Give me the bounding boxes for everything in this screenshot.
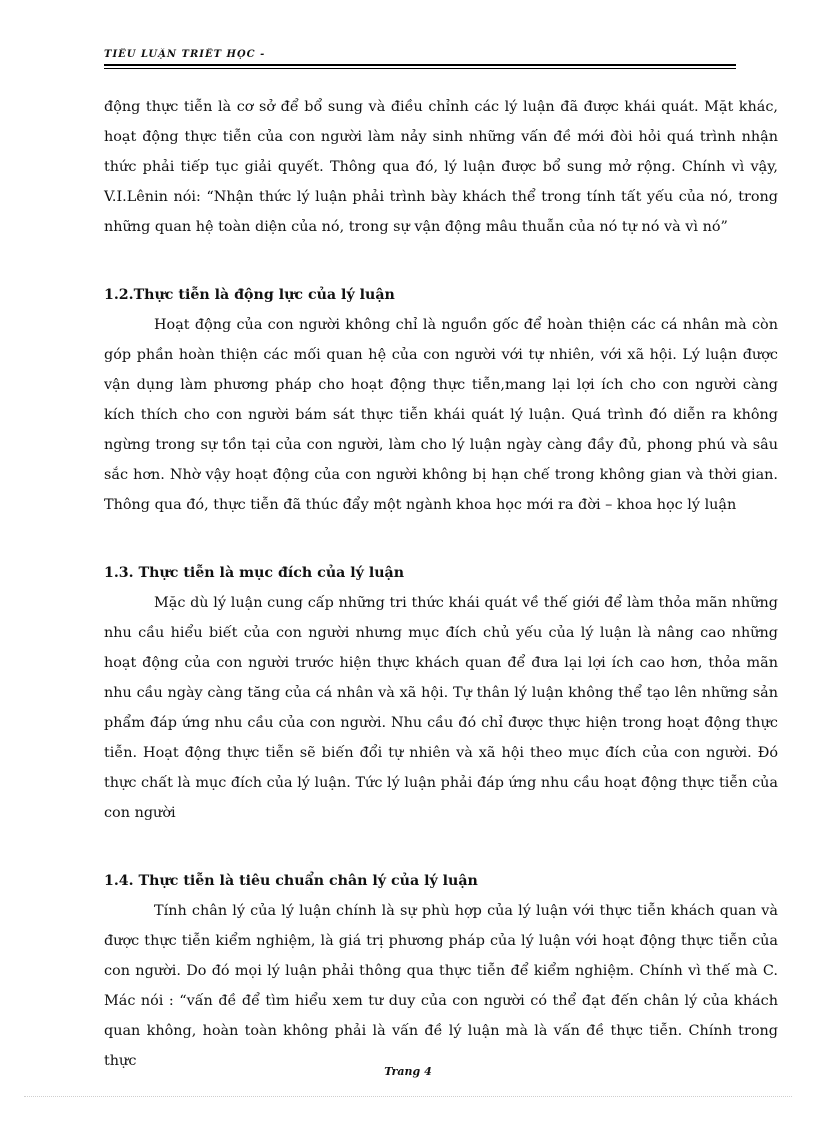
paragraph-section-1-2: Hoạt động của con người không chỉ là nguồn gốc để hoàn thiện các cá nhân mà còn góp phần hoàn thiện các mối quan hệ của con người với tự nhiên, với xã hội. Lý luận được vận dụng làm phương pháp cho hoạt động thực tiễn,mang lại lợi ích cho con người càng kích thích cho con người bám sát thực tiễn khái quát lý luận. Quá trình đó diễn ra không ngừng trong sự tồn tại của con người, làm cho lý luận ngày càng đầy đủ, phong phú và sâu sắc hơn. Nhờ vậy hoạt động của con người không bị hạn chế trong không gian và thời gian. Thông qua đó, thực tiễn đã thúc đẩy một ngành khoa học mới ra đời – khoa học lý luận xyxy=(104,317,778,513)
section-heading-1-4: 1.4. Thực tiễn là tiêu chuẩn chân lý của lý luận xyxy=(104,873,478,889)
paragraph-section-1-4: Tính chân lý của lý luận chính là sự phù hợp của lý luận với thực tiễn khách quan và được thực tiễn kiểm nghiệm, là giá trị phương pháp của lý luận với hoạt động thực tiễn của con người. Do đó mọi lý luận phải thông qua thực tiễn để kiểm nghiệm. Chính vì thế mà C. Mác nói : “vấn đề để tìm hiểu xem tư duy của con người có thể đạt đến chân lý của khách quan không, hoàn toàn không phải là vấn đề lý luận mà là vấn đề thực tiễn. Chính trong thực xyxy=(104,903,778,1069)
page-number: Trang 4 xyxy=(384,1065,432,1078)
section-heading-1-3: 1.3. Thực tiễn là mục đích của lý luận xyxy=(104,565,405,581)
header-rule-thick xyxy=(104,64,736,66)
paragraph-continuation: động thực tiễn là cơ sở để bổ sung và điều chỉnh các lý luận đã được khái quát. Mặt khác, hoạt động thực tiễn của con người làm nảy sinh những vấn đề mới đòi hỏi quá trình nhận thức phải tiếp tục giải quyết. Thông qua đó, lý luận được bổ sung mở rộng. Chính vì vậy, V.I.Lênin nói: “Nhận thức lý luận phải trình bày khách thể trong tính tất yếu của nó, trong những quan hệ toàn diện của nó, trong sự vận động mâu thuẫn của nó tự nó và vì nó” xyxy=(104,99,778,235)
header-rule-thin xyxy=(104,68,736,69)
section-heading-1-2: 1.2.Thực tiễn là động lực của lý luận xyxy=(104,287,395,303)
document-body xyxy=(104,92,778,1076)
header-title: TIỂU LUẬN TRIẾT HỌC - xyxy=(104,49,266,60)
page-header xyxy=(104,48,736,62)
paragraph-section-1-3: Mặc dù lý luận cung cấp những tri thức khái quát về thế giới để làm thỏa mãn những nhu cầu hiểu biết của con người nhưng mục đích chủ yếu của lý luận là nâng cao những hoạt động của con người trước hiện thực khách quan để đưa lại lợi ích cao hơn, thỏa mãn nhu cầu ngày càng tăng của cá nhân và xã hội. Tự thân lý luận không thể tạo lên những sản phẩm đáp ứng nhu cầu của con người. Nhu cầu đó chỉ được thực hiện trong hoạt động thực tiễn. Hoạt động thực tiễn sẽ biến đổi tự nhiên và xã hội theo mục đích của con người. Đó thực chất là mục đích của lý luận. Tức lý luận phải đáp ứng nhu cầu hoạt động thực tiễn của con người xyxy=(104,595,778,821)
bottom-divider xyxy=(24,1096,792,1097)
page-footer xyxy=(0,1060,816,1079)
